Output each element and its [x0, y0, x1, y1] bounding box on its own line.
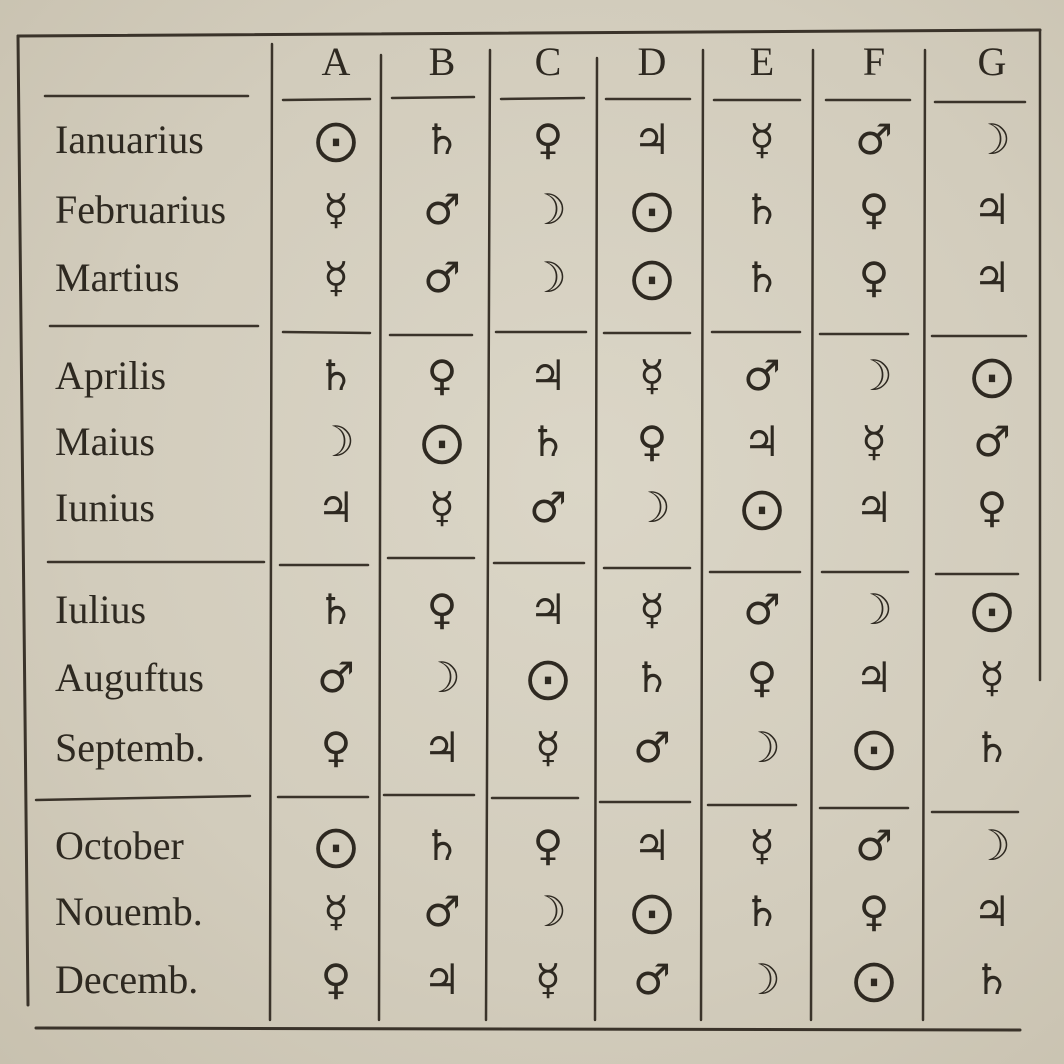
planet-symbol: ♂: [423, 185, 461, 234]
planet-symbol: ☽: [743, 723, 781, 772]
quarter-rule: [283, 332, 370, 333]
planet-symbol: ⨀: [631, 185, 673, 234]
planet-symbol: ♀: [746, 653, 778, 702]
col-divider: [811, 50, 813, 1020]
col-divider: [486, 50, 490, 1020]
planet-symbol: ♄: [743, 185, 781, 234]
planet-symbol: ♃: [973, 185, 1011, 234]
planet-symbol: ☿: [861, 417, 887, 466]
planet-symbol: ♄: [423, 821, 461, 870]
planet-symbol: ♀: [858, 253, 890, 302]
planet-symbol: ☽: [973, 821, 1011, 870]
planet-symbol: ♂: [529, 483, 567, 532]
planet-symbol: ⨀: [971, 351, 1013, 400]
left-rule: [18, 36, 28, 1005]
planet-symbol: ☽: [529, 253, 567, 302]
planet-symbol: ♄: [317, 585, 355, 634]
planet-symbol: ♀: [858, 185, 890, 234]
month-label: Ianuarius: [55, 117, 204, 162]
quarter-rule: [36, 796, 250, 800]
planet-symbol: ☿: [639, 585, 665, 634]
planet-symbol: ☿: [323, 253, 349, 302]
col-divider: [270, 44, 272, 1020]
planet-symbol: ☽: [973, 115, 1011, 164]
month-label: Nouemb.: [55, 889, 203, 934]
planet-symbol: ⨀: [631, 253, 673, 302]
month-label: Maius: [55, 419, 155, 464]
column-header-f: F: [862, 39, 886, 84]
planet-symbol: ♄: [973, 723, 1011, 772]
bottom-rule: [36, 1028, 1020, 1030]
planet-symbol: ⨀: [421, 417, 463, 466]
planet-symbol: ♄: [633, 653, 671, 702]
planet-symbol: ♃: [529, 351, 567, 400]
planet-symbol: ♃: [973, 253, 1011, 302]
planet-symbol: ⨀: [853, 955, 895, 1004]
planet-symbol: ☽: [423, 653, 461, 702]
planet-symbol: ♃: [423, 723, 461, 772]
planet-symbol: ♀: [636, 417, 668, 466]
header-rule: [501, 98, 584, 99]
planet-symbol: ♂: [423, 253, 461, 302]
month-label: Septemb.: [55, 725, 205, 770]
planet-symbol: ♂: [743, 351, 781, 400]
planet-symbol: ♃: [423, 955, 461, 1004]
planet-symbol: ☿: [639, 351, 665, 400]
planet-symbol: ♂: [973, 417, 1011, 466]
planet-symbol: ♂: [743, 585, 781, 634]
planet-symbol: ♀: [532, 115, 564, 164]
planet-symbol: ☿: [979, 653, 1005, 702]
top-rule: [18, 30, 1040, 36]
planet-symbol: ♃: [855, 483, 893, 532]
planet-symbol: ♀: [426, 351, 458, 400]
planet-symbol: ♀: [976, 483, 1008, 532]
planet-symbol: ♀: [858, 887, 890, 936]
planet-symbol: ☿: [749, 115, 775, 164]
planet-symbol: ♀: [532, 821, 564, 870]
planet-symbol: ♃: [973, 887, 1011, 936]
planet-symbol: ☿: [323, 887, 349, 936]
planet-symbol: ♄: [423, 115, 461, 164]
planet-symbol: ♂: [633, 723, 671, 772]
column-header-g: G: [977, 39, 1007, 84]
planet-symbol: ⨀: [631, 887, 673, 936]
month-label: Martius: [55, 255, 180, 300]
col-divider: [595, 58, 597, 1020]
planet-symbol: ☿: [535, 955, 561, 1004]
planet-symbol: ♃: [633, 821, 671, 870]
planet-symbol: ♀: [320, 955, 352, 1004]
planet-symbol: ♂: [317, 653, 355, 702]
planet-symbol: ♀: [320, 723, 352, 772]
column-header-d: D: [637, 39, 667, 84]
column-header-c: C: [534, 39, 562, 84]
planet-symbol: ♃: [855, 653, 893, 702]
planet-symbol: ♀: [426, 585, 458, 634]
planet-symbol: ☽: [317, 417, 355, 466]
header-rule: [283, 99, 370, 100]
month-label: Decemb.: [55, 957, 199, 1002]
month-label: October: [55, 823, 184, 868]
month-label: Iulius: [55, 587, 147, 632]
col-divider: [701, 50, 703, 1020]
planet-symbol: ☿: [535, 723, 561, 772]
planet-symbol: ♄: [973, 955, 1011, 1004]
planet-symbol: ♂: [423, 887, 461, 936]
planet-symbol: ♂: [855, 115, 893, 164]
planet-symbol: ☽: [855, 351, 893, 400]
planet-symbol: ♄: [317, 351, 355, 400]
col-divider: [379, 55, 381, 1020]
column-header-b: B: [428, 39, 456, 84]
month-label: Februarius: [55, 187, 227, 232]
planet-symbol: ☽: [743, 955, 781, 1004]
month-label: Auguftus: [55, 655, 204, 700]
planet-symbol: ⨀: [315, 115, 357, 164]
planet-symbol: ♃: [529, 585, 567, 634]
planet-symbol: ♄: [529, 417, 567, 466]
planet-symbol: ☿: [429, 483, 455, 532]
planet-symbol: ☿: [749, 821, 775, 870]
planet-symbol: ♃: [317, 483, 355, 532]
month-label: Aprilis: [55, 353, 167, 398]
planet-symbol: ⨀: [315, 821, 357, 870]
planet-symbol: ☿: [323, 185, 349, 234]
column-header-a: A: [321, 39, 351, 84]
planet-symbol: ♂: [855, 821, 893, 870]
planet-symbol: ☽: [633, 483, 671, 532]
planet-symbol: ♂: [633, 955, 671, 1004]
planet-symbol: ⨀: [527, 653, 569, 702]
column-header-e: E: [749, 39, 775, 84]
planet-symbol: ☽: [855, 585, 893, 634]
header-rule: [392, 97, 474, 98]
planet-symbol: ♃: [743, 417, 781, 466]
month-label: Iunius: [55, 485, 155, 530]
planet-symbol: ☽: [529, 887, 567, 936]
planet-symbol: ♄: [743, 253, 781, 302]
planet-symbol: ☽: [529, 185, 567, 234]
planet-symbol: ⨀: [971, 585, 1013, 634]
planet-symbol: ♄: [743, 887, 781, 936]
planet-symbol: ⨀: [741, 483, 783, 532]
planet-symbol: ⨀: [853, 723, 895, 772]
planet-symbol: ♃: [633, 115, 671, 164]
col-divider: [923, 50, 925, 1020]
